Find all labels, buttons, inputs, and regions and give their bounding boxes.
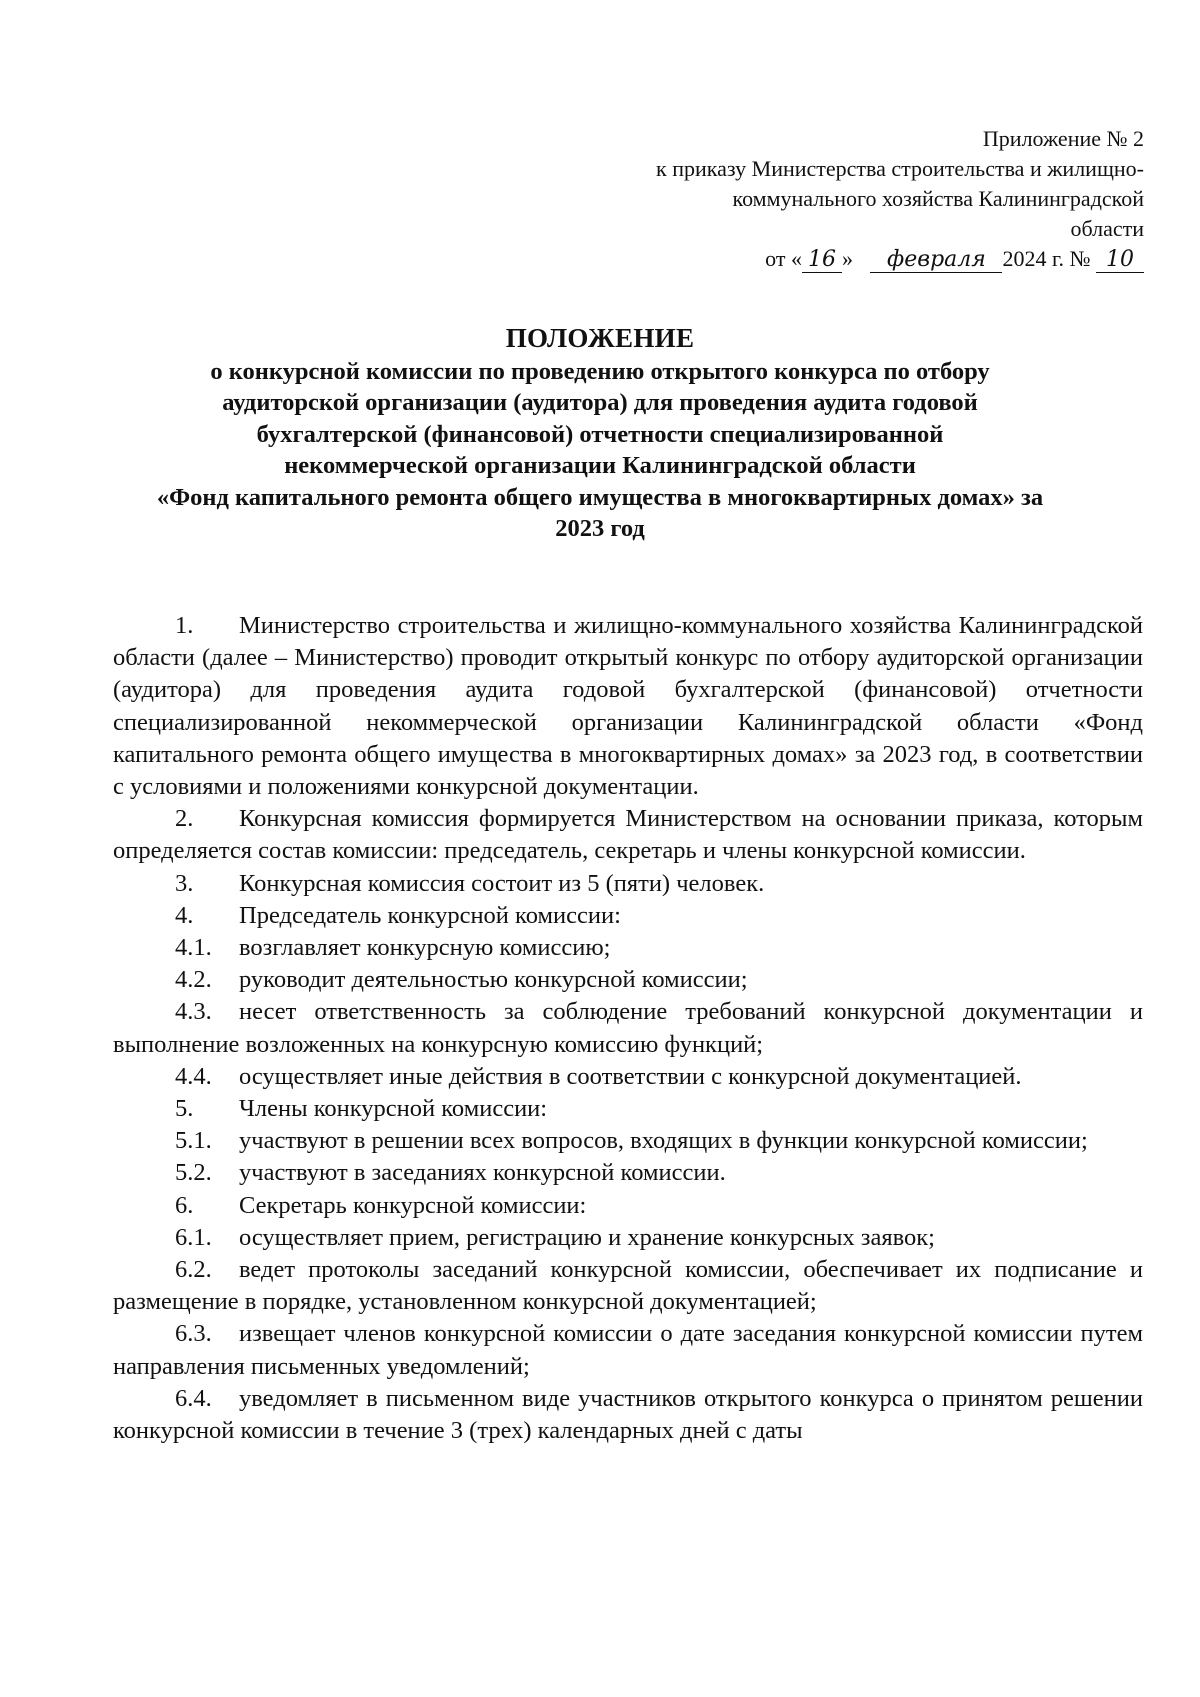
date-year: 2024 г. № (1002, 246, 1096, 271)
paragraph-5 (113, 1093, 1143, 1125)
attachment-order-ref: к приказу Министерства строительства и жилищно- (656, 156, 1144, 181)
paragraph-text: участвуют в заседаниях конкурсной комиссии. (239, 1159, 726, 1187)
paragraph-6 (113, 1190, 1143, 1222)
paragraph-text: несет ответственность за соблюдение требований конкурсной документации и выполнение возложенных на конкурсную комиссию функций; (113, 998, 1143, 1058)
handwritten-month: февраля (870, 248, 1002, 273)
document-title: ПОЛОЖЕНИЕ (505, 323, 695, 353)
paragraph-text: осуществляет прием, регистрацию и хранение конкурсных заявок; (239, 1223, 935, 1251)
paragraph-6-4 (113, 1383, 1143, 1447)
paragraph-number: 2. (175, 805, 194, 833)
paragraph-6-2 (113, 1254, 1143, 1318)
paragraph-4 (113, 900, 1143, 932)
document-title-block (100, 320, 1100, 544)
subtitle-line: некоммерческой организации Калининградской области (284, 452, 916, 480)
paragraph-text: Конкурсная комиссия состоит из 5 (пяти) человек. (239, 869, 765, 897)
paragraph-number: 6.2. (175, 1256, 212, 1284)
paragraph-number: 5.1. (175, 1127, 212, 1155)
subtitle-line: «Фонд капитального ремонта общего имущества в многоквартирных домах» за (156, 483, 1044, 511)
subtitle-line: о конкурсной комиссии по проведению открытого конкурса по отбору (210, 358, 990, 385)
paragraph-number: 6.4. (175, 1384, 212, 1412)
paragraph-number: 6.1. (175, 1223, 212, 1251)
attachment-date-line (584, 244, 1144, 274)
paragraph-4-4 (113, 1061, 1143, 1093)
paragraph-number: 5. (175, 1095, 194, 1123)
paragraph-5-2 (113, 1157, 1143, 1189)
paragraph-4-2 (113, 964, 1143, 996)
attachment-header (584, 124, 1144, 274)
paragraph-text: Секретарь конкурсной комиссии: (239, 1191, 587, 1219)
paragraph-number: 4.3. (175, 998, 212, 1026)
attachment-number: Приложение № 2 (982, 126, 1144, 151)
paragraph-number: 6.3. (175, 1320, 212, 1348)
paragraph-text: Конкурсная комиссия формируется Министерством на основании приказа, которым определяется состав комиссии: председатель, секретарь и члены конкурсной комиссии. (113, 805, 1143, 865)
paragraph-5-1 (113, 1125, 1143, 1157)
paragraph-1 (113, 610, 1143, 803)
paragraph-text: Министерство строительства и жилищно-коммунального хозяйства Калининградской области (далее – Министерство) проводит открытый конкурс по отбору аудиторской организации (аудитора) для проведения аудита годовой бухгалтерской (финансовой) отчетности специализированной некоммерческой организации Калининградской области «Фонд капитального ремонта общего имущества в многоквартирных домах» за 2023 год, в соответствии с условиями и положениями конкурсной документации. (113, 612, 1143, 801)
handwritten-day: 16 (802, 248, 842, 273)
document-subtitle (100, 356, 1100, 544)
paragraph-text: извещает членов конкурсной комиссии о дате заседания конкурсной комиссии путем направления письменных уведомлений; (113, 1320, 1143, 1380)
paragraph-6-3 (113, 1318, 1143, 1382)
date-mid: » (841, 246, 859, 271)
paragraph-number: 4.2. (175, 966, 212, 994)
paragraph-2 (113, 803, 1143, 867)
document-body (113, 610, 1143, 1447)
date-prefix: от « (765, 246, 802, 271)
paragraph-number: 1. (175, 612, 194, 639)
subtitle-line: 2023 год (555, 515, 645, 543)
paragraph-text: руководит деятельностью конкурсной комиссии; (239, 966, 748, 994)
paragraph-number: 5.2. (175, 1159, 212, 1187)
subtitle-line: бухгалтерской (финансовой) отчетности специализированной (256, 420, 944, 448)
paragraph-text: Председатель конкурсной комиссии: (239, 901, 621, 929)
paragraph-number: 4.1. (175, 934, 212, 962)
paragraph-text: осуществляет иные действия в соответствии с конкурсной документацией. (239, 1062, 1022, 1090)
paragraph-number: 3. (175, 869, 194, 897)
paragraph-text: возглавляет конкурсную комиссию; (239, 934, 611, 962)
paragraph-text: Члены конкурсной комиссии: (239, 1095, 548, 1123)
paragraph-4-3 (113, 996, 1143, 1060)
paragraph-text: участвуют в решении всех вопросов, входящих в функции конкурсной комиссии; (239, 1127, 1088, 1155)
paragraph-number: 6. (175, 1191, 194, 1219)
paragraph-4-1 (113, 932, 1143, 964)
paragraph-6-1 (113, 1222, 1143, 1254)
paragraph-text: ведет протоколы заседаний конкурсной комиссии, обеспечивает их подписание и размещение в порядке, установленном конкурсной документацией; (113, 1256, 1143, 1316)
paragraph-text: уведомляет в письменном виде участников открытого конкурса о принятом решении конкурсной комиссии в течение 3 (трех) календарных дней с даты (113, 1384, 1143, 1445)
subtitle-line: аудиторской организации (аудитора) для проведения аудита годовой (222, 389, 978, 417)
paragraph-3 (113, 868, 1143, 900)
paragraph-number: 4. (175, 901, 194, 929)
handwritten-order-number: 10 (1096, 248, 1144, 273)
attachment-ministry: коммунального хозяйства Калининградской (732, 186, 1144, 211)
attachment-region: области (1070, 216, 1144, 241)
paragraph-number: 4.4. (175, 1062, 212, 1090)
